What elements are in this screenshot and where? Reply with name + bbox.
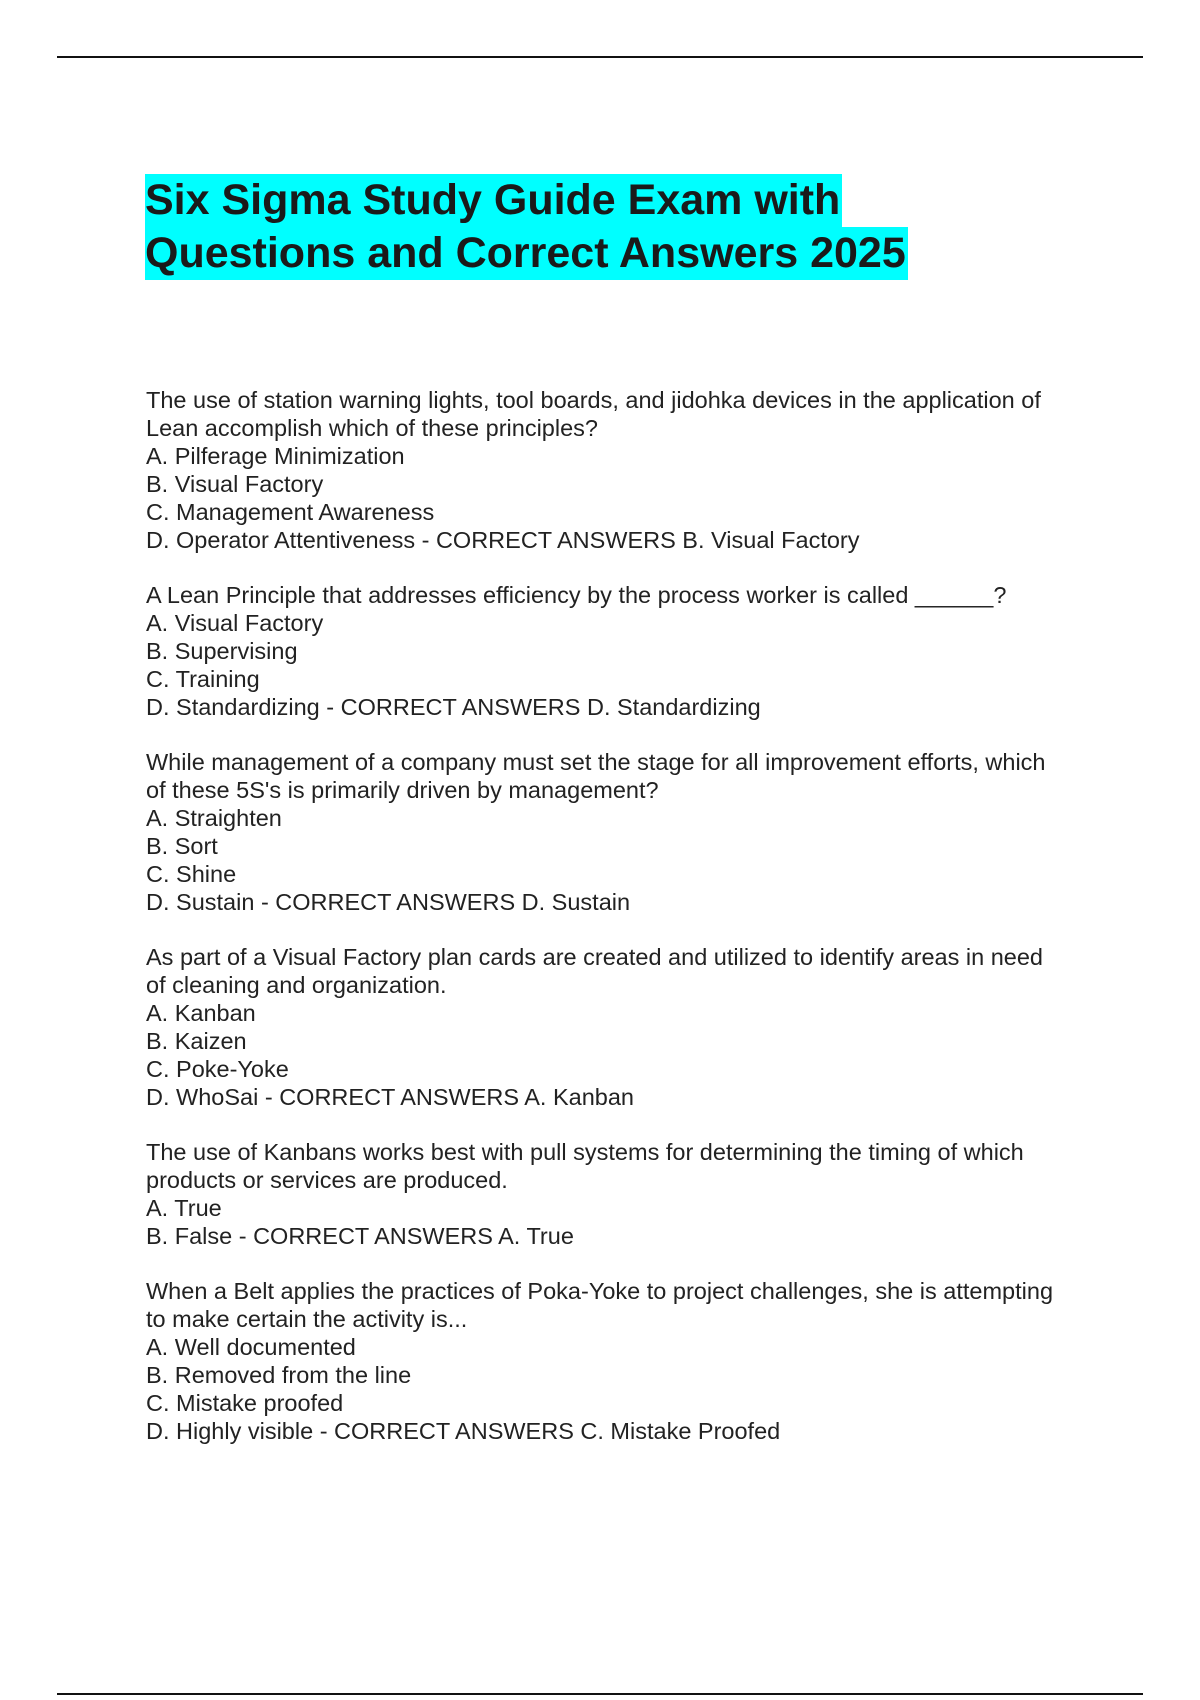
question-2	[146, 581, 1096, 721]
answer-option-with-correct-answer: D. WhoSai - CORRECT ANSWERS A. Kanban	[146, 1084, 635, 1110]
answer-option: C. Training	[146, 666, 260, 692]
answer-option: B. Visual Factory	[146, 471, 324, 497]
question-text-line: A Lean Principle that addresses efficiency by the process worker is called ______?	[146, 582, 1007, 608]
answer-option: C. Shine	[146, 861, 237, 887]
answer-option: C. Management Awareness	[146, 499, 435, 525]
question-text-line: of these 5S's is primarily driven by management?	[146, 777, 659, 803]
title-line-2: Questions and Correct Answers 2025	[145, 227, 908, 280]
answer-option: C. Mistake proofed	[146, 1390, 344, 1416]
answer-option: A. Pilferage Minimization	[146, 443, 405, 469]
answer-option: B. Sort	[146, 833, 218, 859]
header-rule	[57, 56, 1143, 58]
question-text-line: The use of station warning lights, tool boards, and jidohka devices in the application of	[146, 387, 1041, 413]
answer-option: B. Supervising	[146, 638, 298, 664]
question-text-line: Lean accomplish which of these principles?	[146, 415, 598, 441]
question-text-line: The use of Kanbans works best with pull systems for determining the timing of which	[146, 1139, 1024, 1165]
answer-option: C. Poke-Yoke	[146, 1056, 289, 1082]
answer-option: A. Well documented	[146, 1334, 356, 1360]
title-line-1: Six Sigma Study Guide Exam with	[145, 174, 842, 227]
question-1	[146, 386, 1096, 554]
question-text-line: products or services are produced.	[146, 1167, 508, 1193]
answer-option-with-correct-answer: D. Sustain - CORRECT ANSWERS D. Sustain	[146, 889, 631, 915]
question-3	[146, 748, 1096, 916]
question-text-line: While management of a company must set the stage for all improvement efforts, which	[146, 749, 1046, 775]
question-5	[146, 1138, 1096, 1250]
answer-option: A. Kanban	[146, 1000, 256, 1026]
answer-option-with-correct-answer: D. Standardizing - CORRECT ANSWERS D. Standardizing	[146, 694, 761, 720]
answer-option-with-correct-answer: D. Operator Attentiveness - CORRECT ANSWERS B. Visual Factory	[146, 527, 860, 553]
answer-option: A. Visual Factory	[146, 610, 324, 636]
answer-option: A. Straighten	[146, 805, 282, 831]
question-list	[146, 386, 1096, 1472]
answer-option-with-correct-answer: B. False - CORRECT ANSWERS A. True	[146, 1223, 574, 1249]
question-text-line: As part of a Visual Factory plan cards are created and utilized to identify areas in need	[146, 944, 1043, 970]
document-title	[145, 174, 908, 280]
question-text-line: When a Belt applies the practices of Poka-Yoke to project challenges, she is attempting	[146, 1278, 1054, 1304]
answer-option: B. Kaizen	[146, 1028, 247, 1054]
question-text-line: to make certain the activity is...	[146, 1306, 468, 1332]
answer-option: A. True	[146, 1195, 222, 1221]
question-text-line: of cleaning and organization.	[146, 972, 447, 998]
footer-rule	[57, 1693, 1143, 1695]
answer-option: B. Removed from the line	[146, 1362, 412, 1388]
question-6	[146, 1277, 1096, 1445]
question-4	[146, 943, 1096, 1111]
answer-option-with-correct-answer: D. Highly visible - CORRECT ANSWERS C. Mistake Proofed	[146, 1418, 781, 1444]
